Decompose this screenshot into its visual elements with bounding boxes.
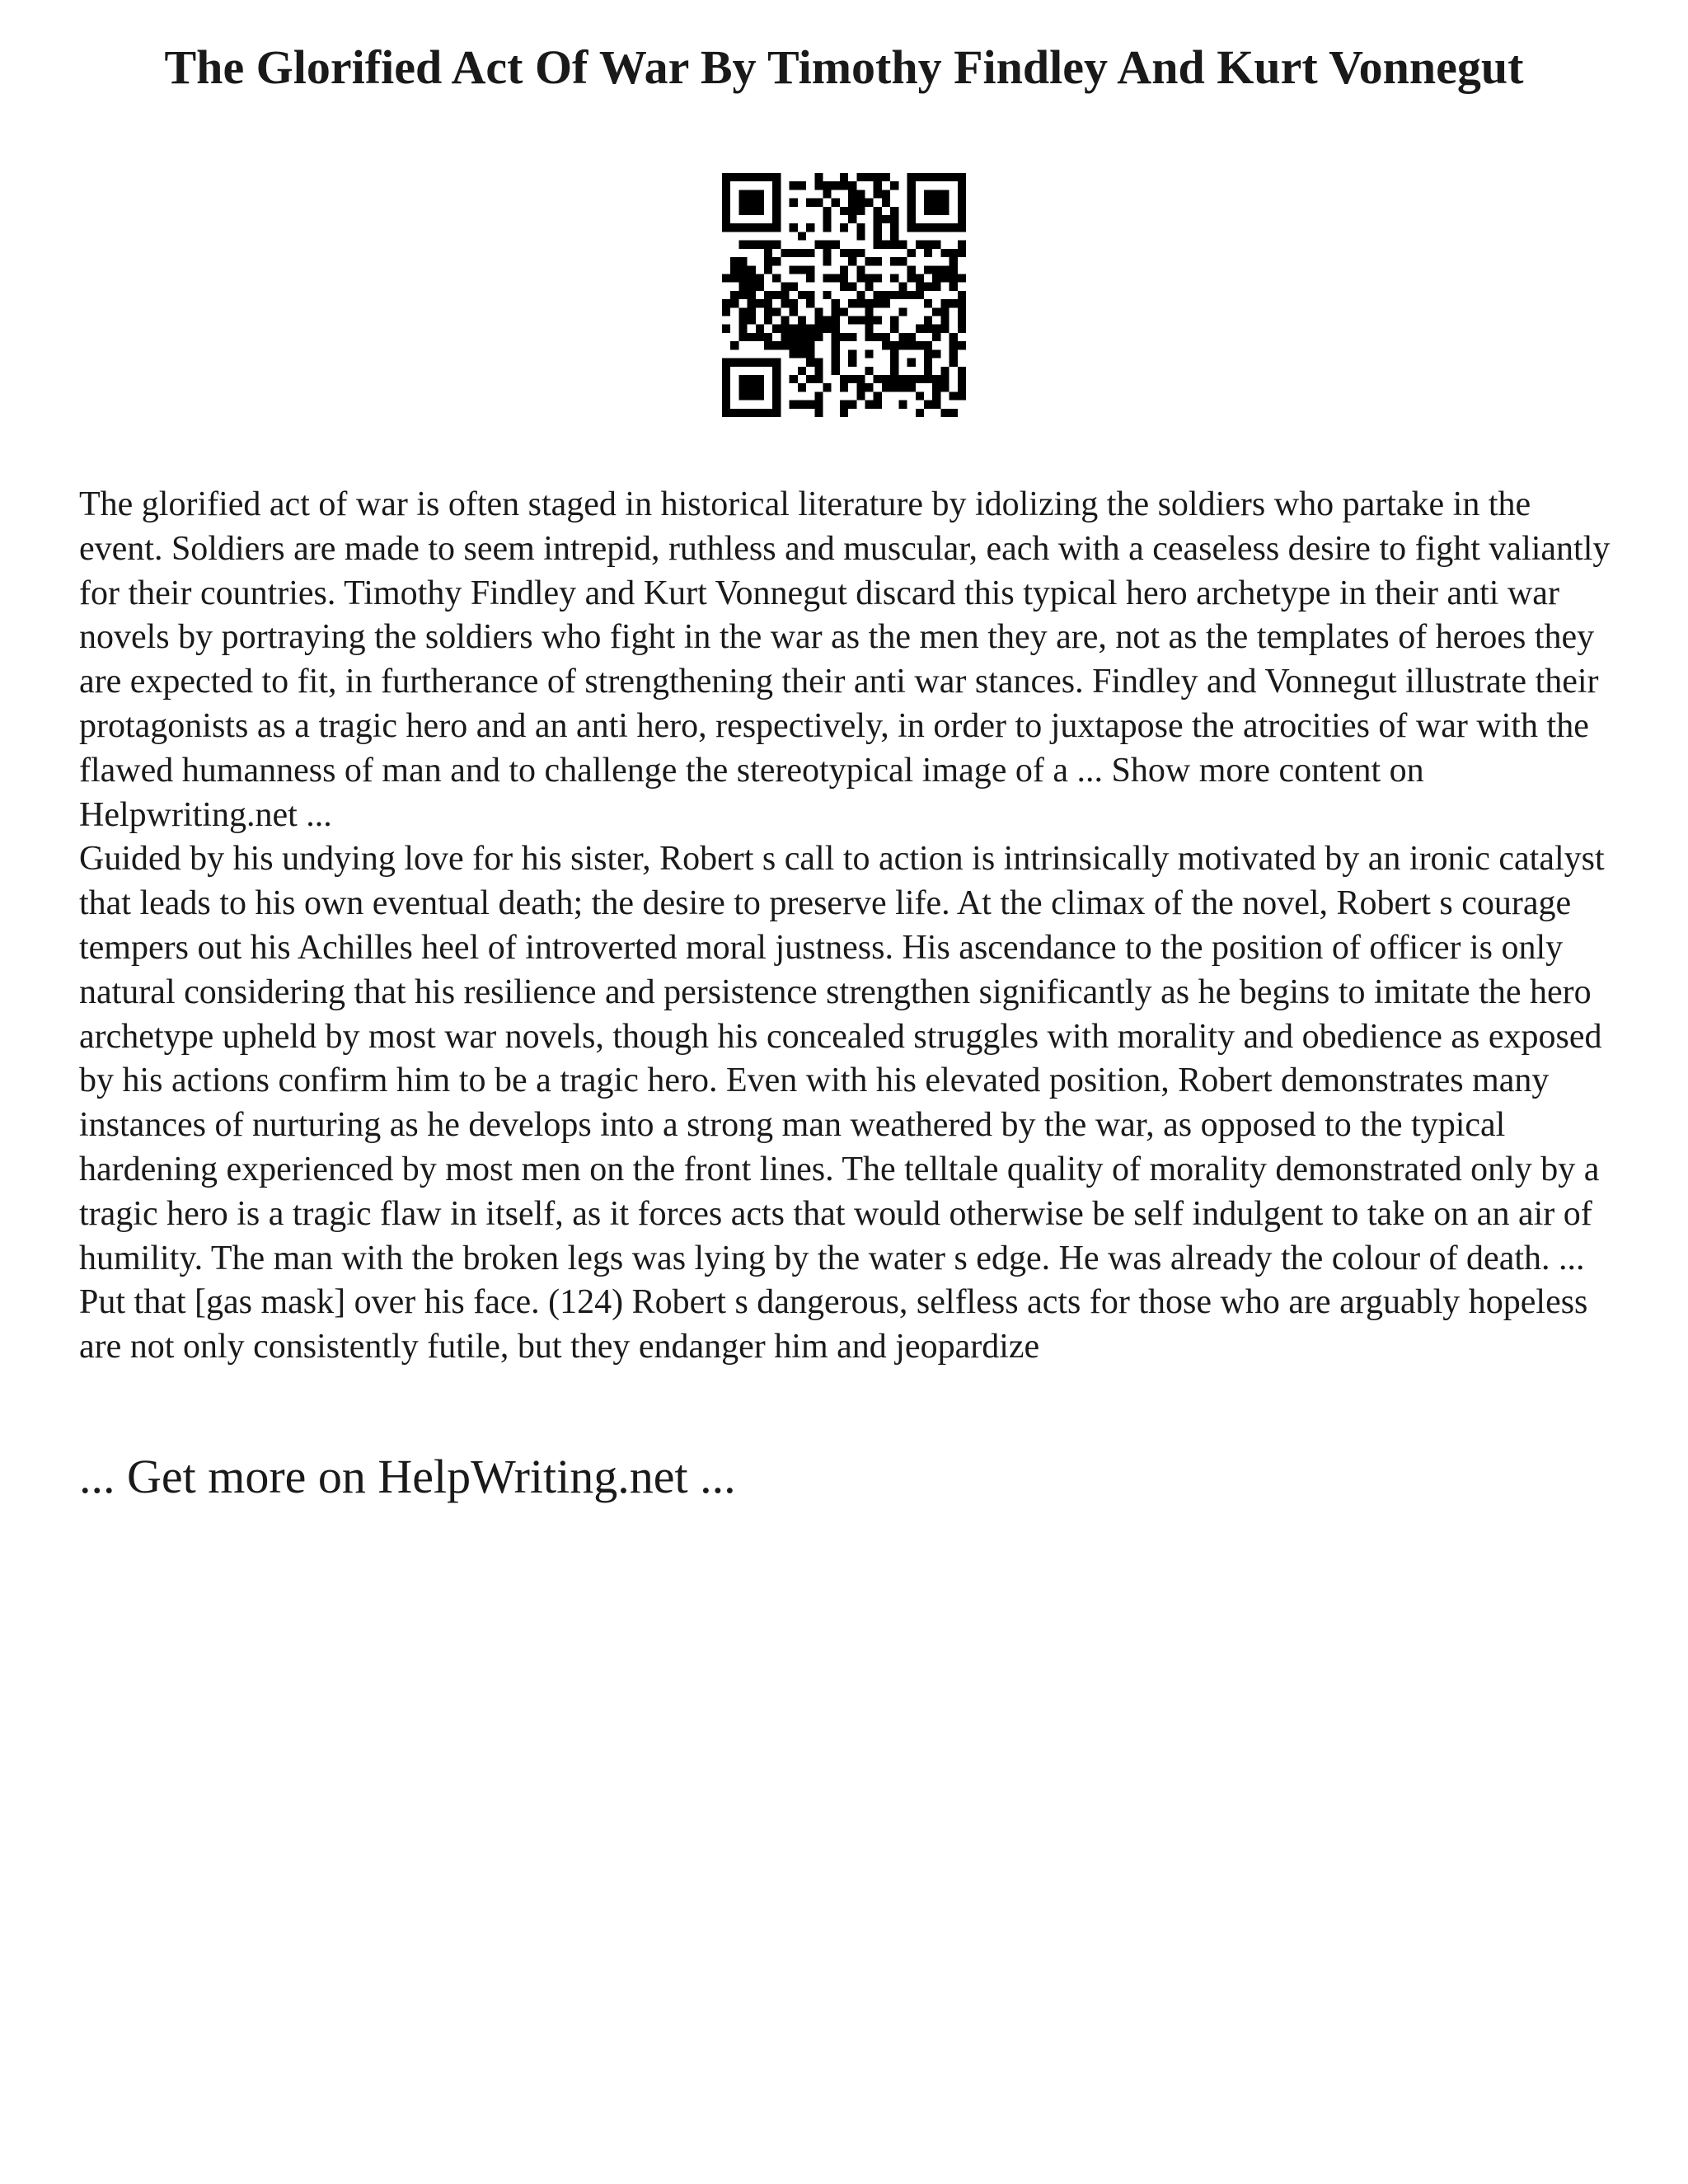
qr-code-icon <box>722 173 966 417</box>
article-body <box>79 483 1612 1370</box>
paragraph-analysis: Guided by his undying love for his sister, Robert s call to action is intrinsically motivated by an ironic catalyst that leads to his own eventual death; the desire to preserve life. At the climax of the novel, Robert s courage tempers out his Achilles heel of introverted moral justness. His ascendance to the position of officer is only natural considering that his resilience and persistence strengthen significantly as he begins to imitate the hero archetype upheld by most war novels, though his concealed struggles with morality and obedience as exposed by his actions confirm him to be a tragic hero. Even with his elevated position, Robert demonstrates many instances of nurturing as he develops into a strong man weathered by the war, as opposed to the typical hardening experienced by most men on the front lines. The telltale quality of morality demonstrated only by a tragic hero is a tragic flaw in itself, as it forces acts that would otherwise be self indulgent to take on an air of humility. The man with the broken legs was lying by the water s edge. He was already the colour of death. ... Put that [gas mask] over his face. (124) Robert s dangerous, selfless acts for those who are arguably hopeless are not only consistently futile, but they endanger him and jeopardize <box>79 840 1605 1366</box>
paragraph-intro: The glorified act of war is often staged in historical literature by idolizing the soldiers who partake in the event. Soldiers are made to seem intrepid, ruthless and muscular, each with a ceaseless desire to fight valiantly for their countries. Timothy Findley and Kurt Vonnegut discard this typical hero archetype in their anti war novels by portraying the soldiers who fight in the war as the men they are, not as the templates of heroes they are expected to fit, in furtherance of strengthening their anti war stances. Findley and Vonnegut illustrate their protagonists as a tragic hero and an anti hero, respectively, in order to juxtapose the atrocities of war with the flawed humanness of man and to challenge the stereotypical image of a ... Show more content on Helpwriting.net ... <box>79 485 1611 834</box>
get-more-link[interactable]: ... Get more on HelpWriting.net ... <box>79 1450 736 1503</box>
document-title: The Glorified Act Of War By Timothy Findley And Kurt Vonnegut <box>164 40 1524 94</box>
